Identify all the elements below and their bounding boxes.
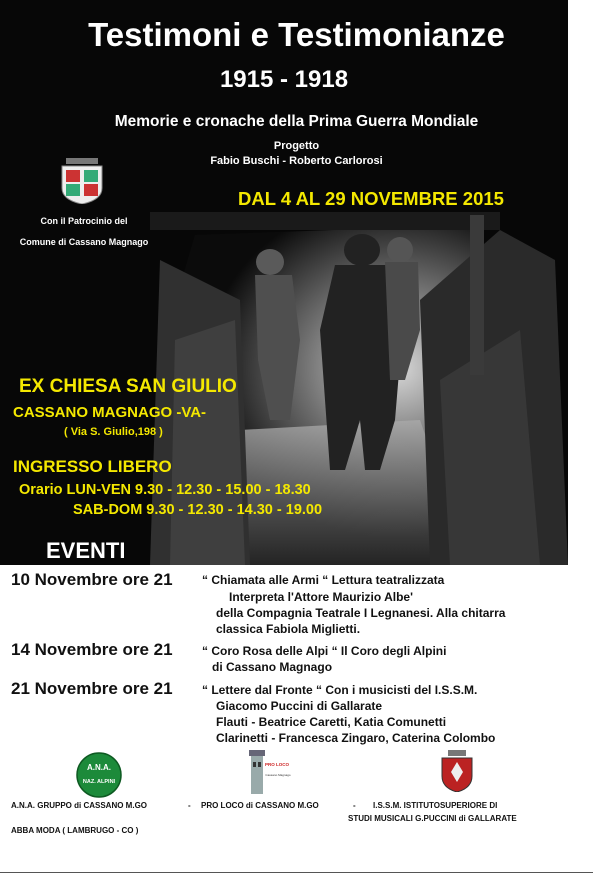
authors: Fabio Buschi - Roberto Carlorosi <box>210 155 383 167</box>
exhibition-dates: DAL 4 AL 29 NOVEMBRE 2015 <box>238 188 504 209</box>
hours-weekday: Orario LUN-VEN 9.30 - 12.30 - 15.00 - 18.30 <box>19 482 311 498</box>
sponsor-ana: A.N.A. GRUPPO di CASSANO M.GO <box>11 801 148 810</box>
event-1-date: 10 Novembre ore 21 <box>11 570 173 589</box>
poster-subtitle: Memorie e cronache della Prima Guerra Mondiale <box>114 113 479 130</box>
event-1-line: della Compagnia Teatrale I Legnanesi. Alla chitarra <box>216 606 506 620</box>
proloco-logo-icon <box>245 748 291 798</box>
event-2-line: di Cassano Magnago <box>212 660 333 674</box>
svg-text:A.N.A.: A.N.A. <box>87 763 111 772</box>
venue: EX CHIESA SAN GIULIO <box>19 376 237 397</box>
event-3-date: 21 Novembre ore 21 <box>11 679 173 698</box>
hours-weekend: SAB-DOM 9.30 - 12.30 - 14.30 - 19.00 <box>73 502 323 518</box>
event-1-line: Interpreta l'Attore Maurizio Albe' <box>229 590 413 604</box>
event-3-line: Giacomo Puccini di Gallarate <box>216 699 383 713</box>
svg-text:Cassano Magnago: Cassano Magnago <box>265 773 291 777</box>
event-3-line: Clarinetti - Francesca Zingaro, Caterina Colombo <box>216 731 496 745</box>
sponsor-abba: ABBA MODA ( LAMBRUGO - CO ) <box>11 826 139 835</box>
venue-city: CASSANO MAGNAGO -VA- <box>13 404 207 421</box>
event-3-line: Flauti - Beatrice Caretti, Katia Comunetti <box>216 715 447 729</box>
venue-street: ( Via S. Giulio,198 ) <box>64 426 163 438</box>
entry-free: INGRESSO LIBERO <box>13 457 172 476</box>
poster-title: Testimoni e Testimonianze <box>88 16 505 53</box>
poster-years: 1915 - 1918 <box>219 66 349 93</box>
event-2-line: “ Coro Rosa delle Alpi “ Il Coro degli Alpini <box>202 644 447 658</box>
patronage-line2: Comune di Cassano Magnago <box>19 237 149 247</box>
sponsor-separator: - <box>353 801 356 810</box>
sponsor-separator: - <box>188 801 191 810</box>
bottom-divider <box>0 872 593 873</box>
patronage-line1: Con il Patrocinio del <box>40 216 128 226</box>
progetto-label: Progetto <box>273 140 320 152</box>
ana-logo-icon <box>76 752 122 798</box>
svg-text:PRO LOCO: PRO LOCO <box>264 762 290 767</box>
events-heading: EVENTI <box>46 538 126 563</box>
event-2-date: 14 Novembre ore 21 <box>11 640 173 659</box>
svg-text:NAZ. ALPINI: NAZ. ALPINI <box>82 779 116 785</box>
sponsor-issm-line1: I.S.S.M. ISTITUTOSUPERIORE DI <box>373 801 498 810</box>
sponsor-proloco: PRO LOCO di CASSANO M.GO <box>201 801 319 810</box>
issm-crest-icon <box>440 750 474 792</box>
event-1-line: “ Chiamata alle Armi “ Lettura teatralizzata <box>202 573 445 587</box>
event-3-line: “ Lettere dal Fronte “ Con i musicisti del I.S.S.M. <box>202 683 478 697</box>
sponsor-issm-line2: STUDI MUSICALI G.PUCCINI di GALLARATE <box>348 814 517 823</box>
event-1-line: classica Fabiola Miglietti. <box>216 622 361 636</box>
